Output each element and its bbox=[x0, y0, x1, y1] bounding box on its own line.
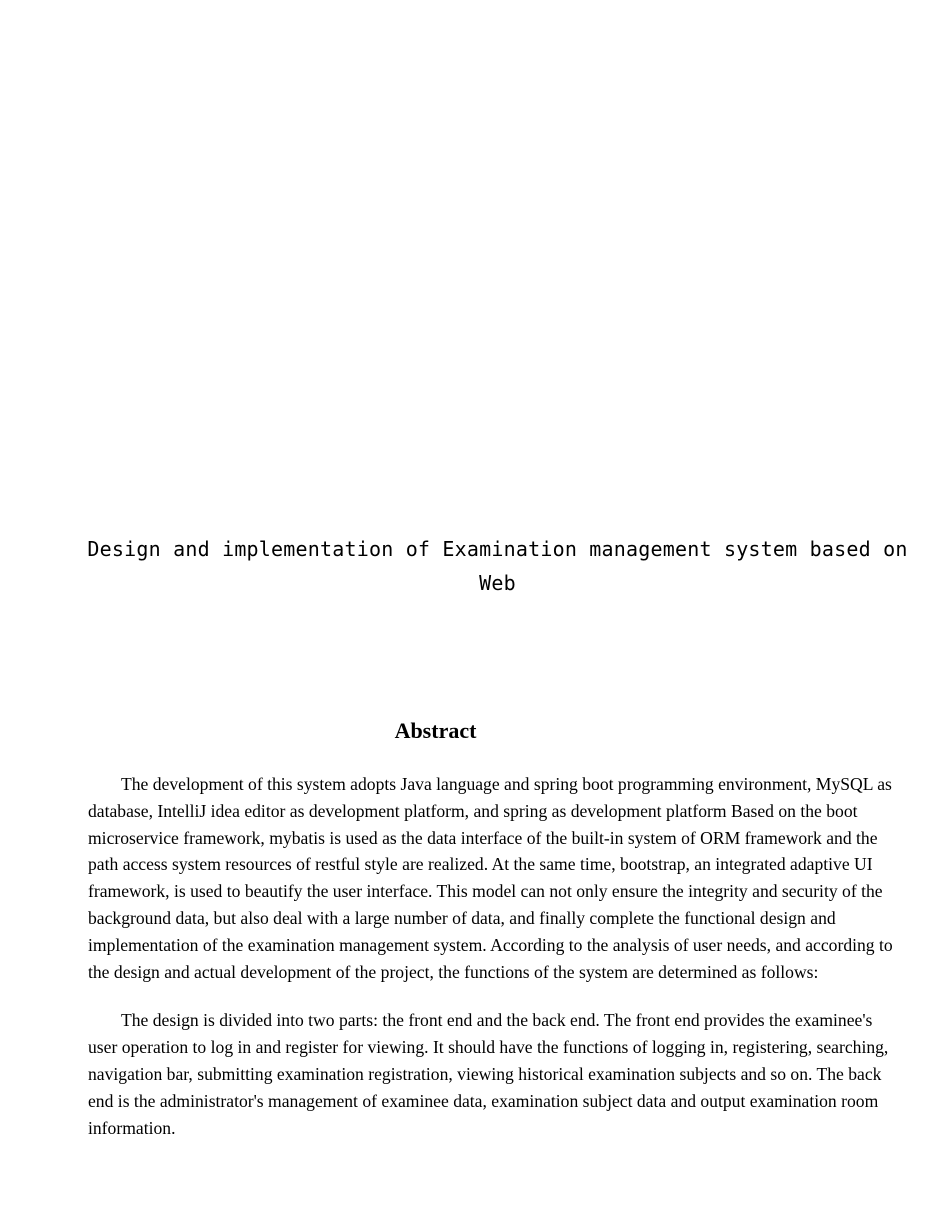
abstract-body bbox=[88, 771, 904, 1163]
abstract-paragraph: The design is divided into two parts: the front end and the back end. The front end provides the examinee's user operation to log in and register for viewing. It should have the functions of logging in, registering, searching, navigation bar, submitting examination registration, viewing historical examination subjects and so on. The back end is the administrator's management of examinee data, examination subject data and output examination room information. bbox=[88, 1010, 889, 1138]
abstract-paragraph: The development of this system adopts Java language and spring boot programming environment, MySQL as database, IntelliJ idea editor as development platform, and spring as development platform Based on the boot microservice framework, mybatis is used as the data interface of the built-in system of ORM framework and the path access system resources of restful style are realized. At the same time, bootstrap, an integrated adaptive UI framework, is used to beautify the user interface. This model can not only ensure the integrity and security of the background data, but also deal with a large number of data, and finally complete the functional design and implementation of the examination management system. According to the analysis of user needs, and according to the design and actual development of the project, the functions of the system are determined as follows: bbox=[88, 774, 893, 982]
document-title: Design and implementation of Examination management system based on Web bbox=[87, 537, 908, 595]
abstract-heading: Abstract bbox=[394, 718, 477, 743]
